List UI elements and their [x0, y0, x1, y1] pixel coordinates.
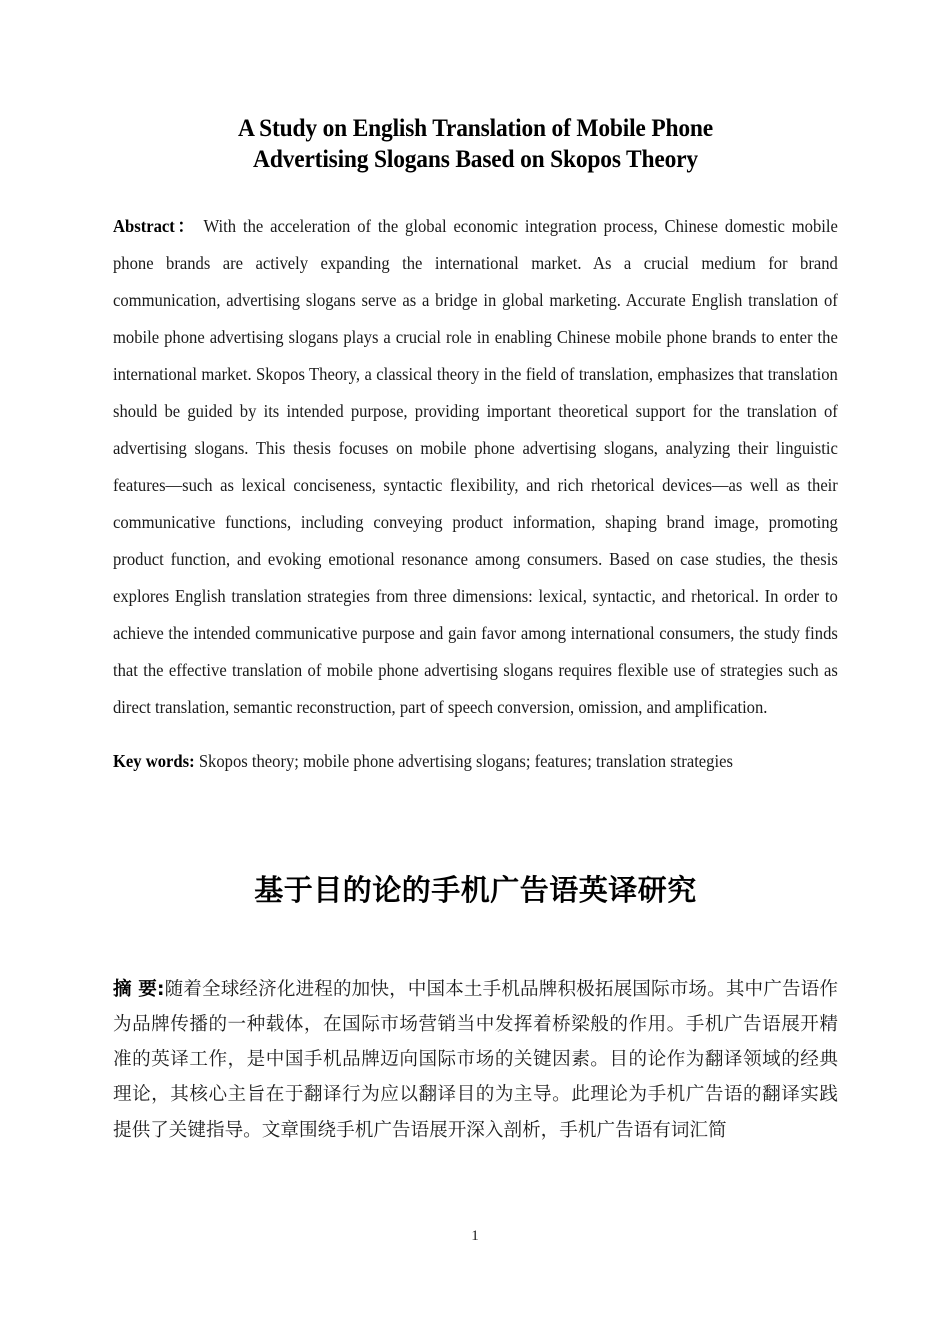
chinese-page-title: 基于目的论的手机广告语英译研究	[254, 872, 697, 907]
page-title-line-2: Advertising Slogans Based on Skopos Theory	[253, 144, 698, 173]
abstract-separator: ：	[174, 216, 197, 236]
abstract-label: Abstract	[113, 216, 175, 236]
page-title-line-1: A Study on English Translation of Mobile Phone	[238, 113, 713, 142]
page-title	[142, 0, 809, 174]
english-abstract	[113, 208, 838, 726]
chinese-abstract	[113, 972, 838, 1148]
abstract-text: With the acceleration of the global economic integration process, Chinese domestic mobile phone brands are actively expanding the international market. As a crucial medium for brand communication, advertising slogans serve as a bridge in global marketing. Accurate English translation of mobile phone advertising slogans plays a crucial role in enabling Chinese mobile phone brands to enter the international market. Skopos Theory, a classical theory in the field of translation, emphasizes that translation should be guided by its intended purpose, providing important theoretical support for the translation of advertising slogans. This thesis focuses on mobile phone advertising slogans, analyzing their linguistic features—such as lexical conciseness, syntactic flexibility, and rich rhetorical devices—as well as their communicative functions, including conveying product information, shaping brand image, promoting product function, and evoking emotional resonance among consumers. Based on case studies, the thesis explores English translation strategies from three dimensions: lexical, syntactic, and rhetorical. In order to achieve the intended communicative purpose and gain favor among international consumers, the study finds that the effective translation of mobile phone advertising slogans requires flexible use of strategies such as direct translation, semantic reconstruction, part of speech conversion, omission, and amplification.	[113, 216, 838, 717]
english-keywords	[113, 743, 838, 780]
chinese-abstract-text: 随着全球经济化进程的加快，中国本土手机品牌积极拓展国际市场。其中广告语作为品牌传播的一种载体，在国际市场营销当中发挥着桥梁般的作用。手机广告语展开精准的英译工作，是中国手机品牌迈向国际市场的关键因素。目的论作为翻译领域的经典理论，其核心主旨在于翻译行为应以翻译目的为主导。此理论为手机广告语的翻译实践提供了关键指导。文章围绕手机广告语展开深入剖析，手机广告语有词汇简	[113, 978, 838, 1141]
keywords-label: Key words:	[113, 751, 195, 772]
page-content	[113, 0, 838, 1166]
keywords-text: Skopos theory; mobile phone advertising slogans; features; translation strategies	[198, 751, 733, 772]
chinese-abstract-label: 摘 要:	[113, 978, 165, 1000]
page-number: 1	[471, 1228, 479, 1244]
